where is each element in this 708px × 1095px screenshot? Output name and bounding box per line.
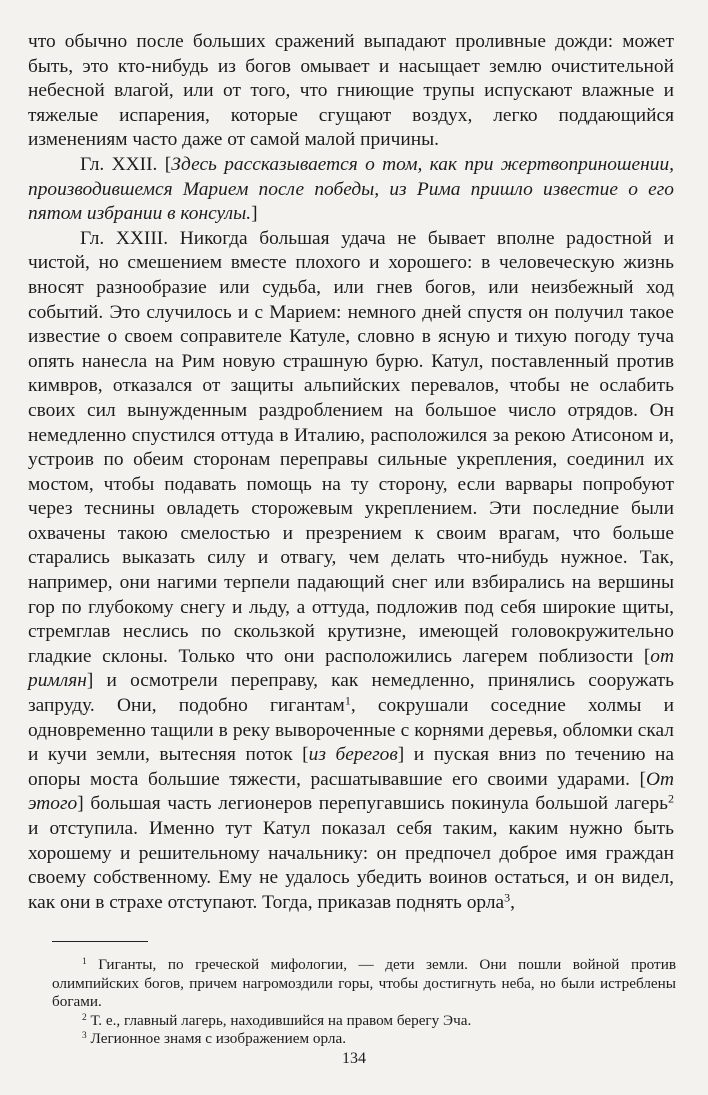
italic-text: из берегов <box>308 744 398 766</box>
footnote-separator <box>52 941 148 942</box>
text-run: ] и пуская вниз по течению на опоры моста большие тяжести, расшатывавшие его своими ударами. [ <box>28 744 675 790</box>
footnote-ref: 3 <box>504 890 511 905</box>
text-run: ] большая часть легионеров перепугавшись покинула большой лагерь <box>77 793 668 815</box>
paragraph-p3 <box>28 227 674 916</box>
text-run: что обычно после больших сражений выпадают проливные дожди: может быть, это кто-нибудь из богов омывает и насыщает землю очистительной небесной влагой, или от того, что гниющие трупы испускают влажные и тяжелые испарения, которые сгущают воздух, легко поддающийся изменениям часто даже от самой малой причины. <box>28 31 674 151</box>
footnote-mark: 1 <box>82 956 87 967</box>
footnote-text: Т. е., главный лагерь, находившийся на правом берегу Эча. <box>90 1011 472 1029</box>
footnote-mark: 3 <box>82 1031 87 1042</box>
text-run: ] и осмотрели переправу, как немедленно, принялись сооружать запруду. Они, подобно гигантам <box>28 670 674 717</box>
text-run: и отступила. Именно тут Катул показал себя таким, каким нужно быть хорошему и решительному начальнику: он предпочел доброе имя граждан своему собственному. Ему не удалось убедить воинов остаться, и он видел, как они в страхе отступают. Тогда, приказав поднять орла <box>28 818 674 913</box>
footnote-text: Гиганты, по греческой мифологии, — дети земли. Они пошли войной против олимпийских богов, причем нагромоздили горы, чтобы достигнуть неба, но были истреблены богами. <box>52 956 676 1011</box>
paragraph-p2 <box>28 153 674 227</box>
italic-text: От этого <box>28 768 674 815</box>
page-number: 134 <box>342 1050 366 1067</box>
footnotes <box>52 956 676 1049</box>
paragraph-p1 <box>28 30 674 153</box>
text-run: Гл. XXIII. Никогда большая удача не бывает вполне радостной и чистой, но смешением вместе плохого и хорошего: в человеческую жизнь вносят разнообразие или судьба, или гнев богов, или неизбежный ход событий. Это случилось и с Марием: немного дней спустя он получил такое известие о своем соправителе Катуле, словно в ясную и тихую погоду туча опять нанесла на Рим новую страшную бурю. Катул, поставленный против кимвров, отказался от защиты альпийских перевалов, чтобы не ослабить своих сил вынужденным раздроблением на большое число отрядов. Он немедленно спустился оттуда в Италию, расположился за рекою Атисоном и, устроив по обеим сторонам переправы сильные укрепления, соединил их мостом, чтобы подавать помощь на ту сторону, если варвары попробуют через теснины овладеть сторожевым укреплением. Эти последние были охвачены такою смелостью и презрением к своим врагам, что больше старались выказать силу и отвагу, чем делать что-нибудь нужное. Так, например, они нагими терпели падающий снег или взбирались на вершины гор по глубокому снегу и льду, а оттуда, подложив под себя широкие щиты, стремглав неслись по скользкой крутизне, имеющей головокружительно гладкие склоны. Только что они расположились лагерем поблизости [ <box>28 227 674 667</box>
footnote-ref: 1 <box>344 693 351 708</box>
footnote-3 <box>52 1030 676 1049</box>
footnote-1 <box>52 956 676 1012</box>
italic-text: от римлян <box>28 645 674 692</box>
text-run: , сокрушали соседние холмы и одновременно тащили в реку вывороченные с корнями деревья, обломки скал и кучи земли, вытесняя поток [ <box>28 695 674 766</box>
italic-text: Здесь рассказывается о том, как при жертвоприношении, производившемся Марием после победы, из Рима пришло известие о его пятом избрании в консулы. <box>28 153 674 225</box>
footnote-text: Легионное знамя с изображением орла. <box>90 1030 346 1048</box>
text-run: ] <box>251 203 258 225</box>
footnote-2 <box>52 1012 676 1031</box>
footnote-ref: 2 <box>667 791 674 806</box>
text-run: , <box>510 891 516 913</box>
footnote-mark: 2 <box>82 1012 87 1023</box>
main-text <box>28 30 674 915</box>
text-run: Гл. XXII. [ <box>80 153 172 175</box>
